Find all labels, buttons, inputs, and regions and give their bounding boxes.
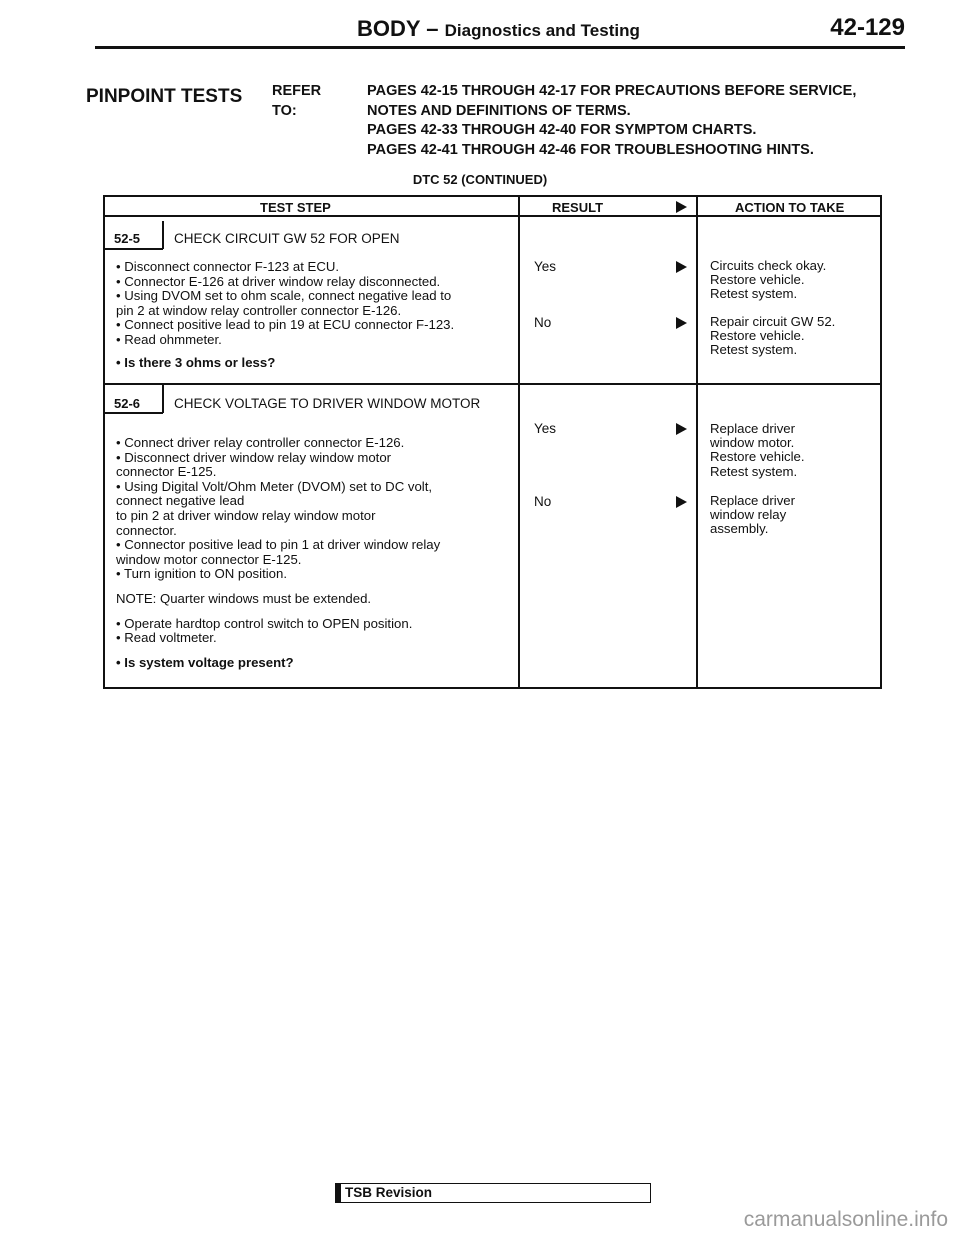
action-text: Circuits check okay. Restore vehicle. Retest system. xyxy=(710,258,827,302)
column-header-action: ACTION TO TAKE xyxy=(735,200,845,215)
instruction-line: connector E-125. xyxy=(116,464,217,480)
arrow-icon xyxy=(676,423,687,435)
instruction-line: • Using DVOM set to ohm scale, connect negative lead to xyxy=(116,288,452,304)
instruction-line: pin 2 at window relay controller connector E-126. xyxy=(116,302,402,318)
step-instructions xyxy=(116,436,440,670)
instruction-line: • Connect positive lead to pin 19 at ECU connector F-123. xyxy=(116,317,455,333)
action-text: Replace driver window relay assembly. xyxy=(710,493,796,537)
instruction-line: • Disconnect driver window relay window motor xyxy=(116,449,392,465)
result-yes: Yes xyxy=(534,421,557,436)
refer-to-label: REFER TO: xyxy=(272,83,322,119)
pinpoint-tests-label: PINPOINT TESTS xyxy=(86,86,243,107)
action-text: Repair circuit GW 52. Restore vehicle. Retest system. xyxy=(710,314,836,358)
instruction-line: • Using Digital Volt/Ohm Meter (DVOM) set to DC volt, xyxy=(116,478,433,494)
header-rule xyxy=(95,46,905,49)
step-title: CHECK CIRCUIT GW 52 FOR OPEN xyxy=(174,231,400,246)
result-yes: Yes xyxy=(534,259,557,274)
column-divider-action xyxy=(696,197,698,687)
step-question: • Is there 3 ohms or less? xyxy=(116,354,276,370)
header-title: BODY – Diagnostics and Testing xyxy=(357,16,640,41)
refer-to-lines xyxy=(367,82,927,160)
step-id-divider xyxy=(162,221,164,249)
column-header-result: RESULT xyxy=(552,200,604,215)
instruction-line: • Disconnect connector F-123 at ECU. xyxy=(116,259,340,274)
result-no: No xyxy=(534,315,552,330)
instruction-line: window motor connector E-125. xyxy=(116,551,302,567)
arrow-icon xyxy=(676,201,687,213)
step-id: 52-5 xyxy=(114,231,141,246)
header-subtitle: Diagnostics and Testing xyxy=(444,21,640,40)
instruction-line: to pin 2 at driver window relay window motor xyxy=(116,507,376,523)
step-id-underline xyxy=(105,412,163,414)
result-no: No xyxy=(534,494,552,509)
refer-line: PAGES 42-33 THROUGH 42-40 FOR SYMPTOM CHARTS. xyxy=(367,122,757,138)
instruction-line: • Operate hardtop control switch to OPEN position. xyxy=(116,615,413,631)
instruction-line: • Read voltmeter. xyxy=(116,630,217,646)
step-title: CHECK VOLTAGE TO DRIVER WINDOW MOTOR xyxy=(174,396,481,411)
pinpoint-test-table xyxy=(103,195,882,689)
tsb-revision-box xyxy=(335,1183,651,1203)
watermark: carmanualsonline.info xyxy=(743,1208,948,1231)
step-id-underline xyxy=(105,248,163,250)
step-id-divider xyxy=(162,385,164,413)
step-instructions xyxy=(116,260,454,370)
page-number: 42-129 xyxy=(830,14,905,41)
refer-line: PAGES 42-41 THROUGH 42-46 FOR TROUBLESHOOTING HINTS. xyxy=(367,141,814,158)
dtc-heading: DTC 52 (CONTINUED) xyxy=(412,172,548,187)
refer-line: PAGES 42-15 THROUGH 42-17 FOR PRECAUTIONS BEFORE SERVICE, xyxy=(367,83,857,99)
page-header xyxy=(95,14,905,46)
instruction-line: connector. xyxy=(116,522,177,538)
instruction-line: • Connector positive lead to pin 1 at driver window relay xyxy=(116,537,441,553)
header-row-divider xyxy=(105,215,880,217)
step-divider xyxy=(105,383,880,385)
instruction-line: • Read ohmmeter. xyxy=(116,331,222,347)
arrow-icon xyxy=(676,261,687,273)
instruction-line: • Turn ignition to ON position. xyxy=(116,566,288,582)
column-header-test-step: TEST STEP xyxy=(260,200,331,215)
refer-line: NOTES AND DEFINITIONS OF TERMS. xyxy=(367,102,631,119)
step-question: • Is system voltage present? xyxy=(116,654,294,670)
step-note: NOTE: Quarter windows must be extended. xyxy=(116,590,372,606)
instruction-line: • Connect driver relay controller connector E-126. xyxy=(116,435,405,450)
step-id: 52-6 xyxy=(114,396,141,411)
column-divider-result xyxy=(518,197,520,687)
arrow-icon xyxy=(676,496,687,508)
instruction-line: connect negative lead xyxy=(116,493,245,509)
instruction-line: • Connector E-126 at driver window relay disconnected. xyxy=(116,273,441,289)
arrow-icon xyxy=(676,317,687,329)
tsb-revision-label: TSB Revision xyxy=(345,1185,433,1200)
action-text: Replace driver window motor. Restore vehicle. Retest system. xyxy=(710,421,805,479)
